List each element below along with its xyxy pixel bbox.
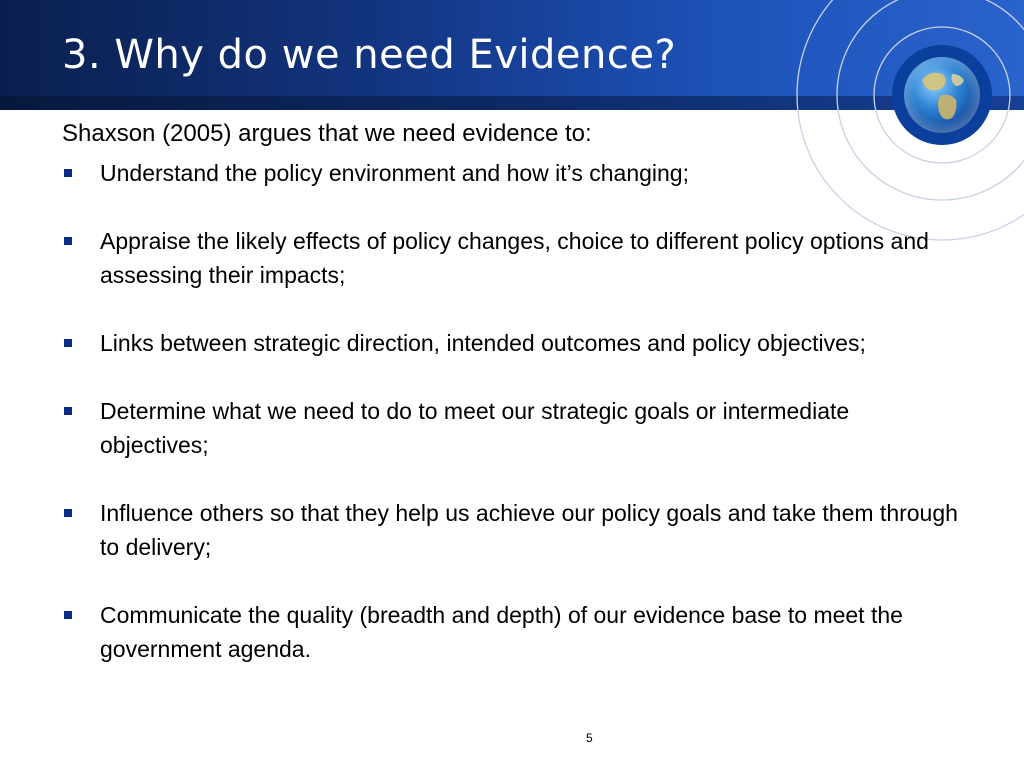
square-bullet-icon — [64, 611, 72, 619]
bullet-list — [62, 156, 962, 700]
list-item — [62, 496, 962, 564]
page-number: 5 — [586, 731, 593, 745]
title-banner-strip — [0, 96, 1024, 110]
list-item — [62, 156, 962, 190]
bullet-text: Appraise the likely effects of policy changes, choice to different policy options and assessing their impacts; — [100, 228, 929, 288]
list-item — [62, 394, 962, 462]
square-bullet-icon — [64, 237, 72, 245]
list-item — [62, 224, 962, 292]
bullet-text: Communicate the quality (breadth and depth) of our evidence base to meet the government agenda. — [100, 602, 903, 662]
list-item — [62, 326, 962, 360]
square-bullet-icon — [64, 509, 72, 517]
square-bullet-icon — [64, 407, 72, 415]
square-bullet-icon — [64, 339, 72, 347]
slide-title: 3. Why do we need Evidence? — [62, 32, 677, 78]
bullet-text: Understand the policy environment and how it’s changing; — [100, 160, 689, 186]
bullet-text: Links between strategic direction, intended outcomes and policy objectives; — [100, 330, 866, 356]
bullet-text: Influence others so that they help us achieve our policy goals and take them through to delivery; — [100, 500, 958, 560]
square-bullet-icon — [64, 169, 72, 177]
bullet-text: Determine what we need to do to meet our strategic goals or intermediate objectives; — [100, 398, 850, 458]
list-item — [62, 598, 962, 666]
intro-text: Shaxson (2005) argues that we need evidence to: — [62, 120, 592, 147]
